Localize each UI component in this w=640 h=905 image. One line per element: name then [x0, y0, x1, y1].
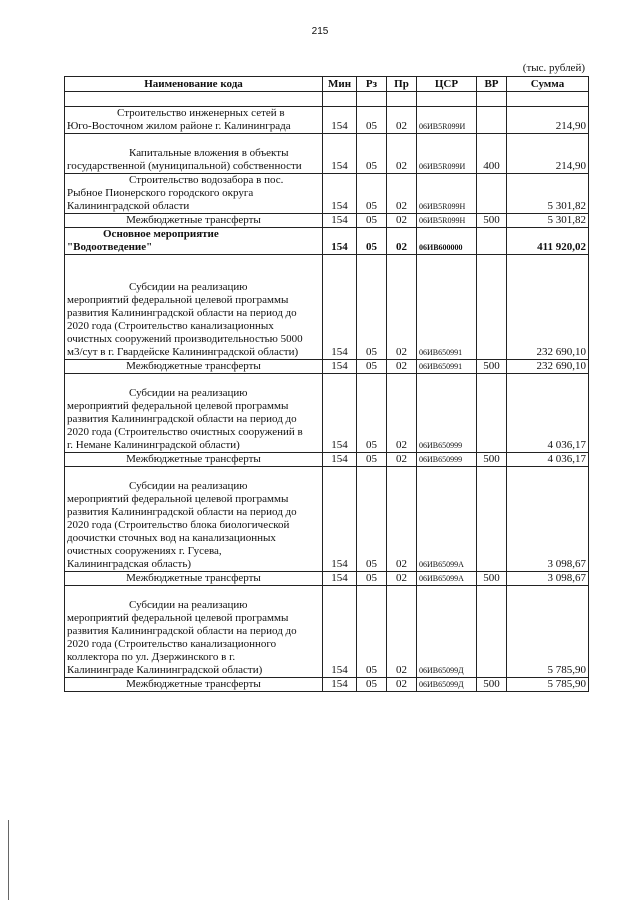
- cell-min: 154: [323, 374, 357, 453]
- cell-sum: 232 690,10: [507, 255, 589, 360]
- cell-pr: 02: [387, 572, 417, 586]
- name-line: Субсидии на реализацию: [129, 480, 248, 492]
- cell-sum: 232 690,10: [507, 360, 589, 374]
- table-spacer-row: [65, 92, 589, 107]
- cell-rz: 05: [357, 453, 387, 467]
- table-row: [65, 586, 589, 678]
- table-row-transfers: [65, 453, 589, 467]
- cell-min: 154: [323, 134, 357, 174]
- name-line: Межбюджетные трансферты: [126, 214, 261, 226]
- cell-pr: 02: [387, 134, 417, 174]
- cell-min: 154: [323, 255, 357, 360]
- cell-vr: 500: [477, 360, 507, 374]
- cell-pr: 02: [387, 174, 417, 214]
- name-line: "Водоотведение": [67, 241, 153, 253]
- cell-csr: 06ИВ65099Д: [417, 678, 477, 692]
- header-name: Наименование кода: [65, 77, 323, 92]
- cell-csr: 06ИВ650991: [417, 255, 477, 360]
- name-line: Межбюджетные трансферты: [126, 453, 261, 465]
- cell-min: 154: [323, 678, 357, 692]
- name-line: Субсидии на реализацию: [129, 387, 248, 399]
- cell-vr: [477, 255, 507, 360]
- cell-name: [65, 360, 323, 374]
- name-line: развития Калининградской области на период до: [67, 625, 297, 637]
- empty-cell: [65, 92, 323, 107]
- cell-csr: 06ИВ65099А: [417, 467, 477, 572]
- cell-name: [65, 255, 323, 360]
- cell-name: [65, 678, 323, 692]
- name-line: доочистки сточных вод на канализационных: [67, 532, 276, 544]
- name-line: [67, 586, 320, 599]
- name-line: Основное мероприятие: [103, 228, 219, 240]
- cell-name: [65, 572, 323, 586]
- empty-cell: [387, 92, 417, 107]
- cell-pr: 02: [387, 360, 417, 374]
- name-line: 2020 года (Строительство очистных сооружений в: [67, 426, 303, 438]
- name-line: Межбюджетные трансферты: [126, 572, 261, 584]
- cell-min: 154: [323, 214, 357, 228]
- empty-cell: [477, 92, 507, 107]
- cell-rz: 05: [357, 255, 387, 360]
- cell-sum: 3 098,67: [507, 572, 589, 586]
- name-line: Субсидии на реализацию: [129, 599, 248, 611]
- name-line: мероприятий федеральной целевой программы: [67, 612, 289, 624]
- units-label: (тыс. рублей): [522, 62, 585, 74]
- cell-rz: 05: [357, 174, 387, 214]
- name-line: коллектора по ул. Дзержинского в г.: [67, 651, 236, 663]
- cell-sum: 5 785,90: [507, 678, 589, 692]
- cell-csr: 06ИВ5R099Н: [417, 214, 477, 228]
- cell-vr: 500: [477, 572, 507, 586]
- cell-pr: 02: [387, 107, 417, 134]
- header-vr: ВР: [477, 77, 507, 92]
- cell-rz: 05: [357, 134, 387, 174]
- cell-sum: 5 301,82: [507, 174, 589, 214]
- cell-csr: 06ИВ65099А: [417, 572, 477, 586]
- cell-name: [65, 453, 323, 467]
- cell-vr: [477, 586, 507, 678]
- cell-name: [65, 467, 323, 572]
- name-line: 2020 года (Строительство блока биологической: [67, 519, 290, 531]
- name-line: развития Калининградской области на период до: [67, 506, 297, 518]
- table-row-transfers: [65, 360, 589, 374]
- cell-vr: 500: [477, 678, 507, 692]
- name-line: Строительство водозабора в пос.: [129, 174, 284, 186]
- empty-cell: [357, 92, 387, 107]
- cell-csr: 06ИВ5R099И: [417, 107, 477, 134]
- cell-rz: 05: [357, 586, 387, 678]
- cell-vr: 400: [477, 134, 507, 174]
- cell-name: [65, 374, 323, 453]
- cell-vr: [477, 374, 507, 453]
- cell-vr: [477, 107, 507, 134]
- header-rz: Рз: [357, 77, 387, 92]
- name-line: Юго-Восточном жилом районе г. Калининграда: [67, 120, 291, 132]
- name-line: 2020 года (Строительство канализационных: [67, 320, 274, 332]
- cell-csr: 06ИВ5R099И: [417, 134, 477, 174]
- header-pr: Пр: [387, 77, 417, 92]
- header-min: Мин: [323, 77, 357, 92]
- cell-min: 154: [323, 360, 357, 374]
- cell-pr: 02: [387, 678, 417, 692]
- cell-csr: 06ИВ5R099Н: [417, 174, 477, 214]
- page-number: 215: [311, 26, 329, 37]
- name-line: Рыбное Пионерского городского округа: [67, 187, 254, 199]
- name-line: мероприятий федеральной целевой программы: [67, 294, 289, 306]
- name-line: государственной (муниципальной) собственности: [67, 160, 302, 172]
- name-line: развития Калининградской области на период до: [67, 413, 297, 425]
- table-row-transfers: [65, 572, 589, 586]
- cell-sum: 214,90: [507, 134, 589, 174]
- cell-name: [65, 214, 323, 228]
- cell-name: [65, 228, 323, 255]
- cell-min: 154: [323, 586, 357, 678]
- cell-pr: 02: [387, 228, 417, 255]
- cell-rz: 05: [357, 214, 387, 228]
- cell-name: [65, 174, 323, 214]
- cell-vr: 500: [477, 214, 507, 228]
- table-row-transfers: [65, 678, 589, 692]
- cell-min: 154: [323, 453, 357, 467]
- cell-sum: 5 785,90: [507, 586, 589, 678]
- cell-csr: 06ИВ600000: [417, 228, 477, 255]
- cell-vr: [477, 467, 507, 572]
- name-line: Калининградской области: [67, 200, 190, 212]
- cell-sum: 4 036,17: [507, 453, 589, 467]
- cell-vr: [477, 228, 507, 255]
- cell-csr: 06ИВ65099Д: [417, 586, 477, 678]
- name-line: Калининграде Калининградской области): [67, 664, 263, 676]
- cell-pr: 02: [387, 255, 417, 360]
- header-sum: Сумма: [507, 77, 589, 92]
- empty-cell: [323, 92, 357, 107]
- table-row: [65, 255, 589, 360]
- cell-rz: 05: [357, 572, 387, 586]
- empty-cell: [507, 92, 589, 107]
- cell-min: 154: [323, 228, 357, 255]
- binding-mark: [8, 820, 9, 900]
- name-line: Межбюджетные трансферты: [126, 360, 261, 372]
- cell-rz: 05: [357, 228, 387, 255]
- cell-name: [65, 586, 323, 678]
- cell-min: 154: [323, 107, 357, 134]
- name-line: очистных сооружений производительностью 5000: [67, 333, 303, 345]
- cell-name: [65, 107, 323, 134]
- name-line: Строительство инженерных сетей в: [117, 107, 285, 119]
- name-line: мероприятий федеральной целевой программы: [67, 493, 289, 505]
- name-line: [67, 255, 320, 268]
- table-row: [65, 467, 589, 572]
- name-line: развития Калининградской области на период до: [67, 307, 297, 319]
- cell-csr: 06ИВ650999: [417, 453, 477, 467]
- name-line: [67, 134, 320, 147]
- cell-min: 154: [323, 572, 357, 586]
- empty-cell: [417, 92, 477, 107]
- header-csr: ЦСР: [417, 77, 477, 92]
- cell-sum: 411 920,02: [507, 228, 589, 255]
- cell-rz: 05: [357, 467, 387, 572]
- cell-name: [65, 134, 323, 174]
- cell-csr: 06ИВ650999: [417, 374, 477, 453]
- name-line: г. Немане Калининградской области): [67, 439, 240, 451]
- name-line: [67, 268, 320, 281]
- cell-pr: 02: [387, 586, 417, 678]
- table-row: [65, 107, 589, 134]
- budget-table: [64, 76, 589, 692]
- cell-rz: 05: [357, 678, 387, 692]
- name-line: Капитальные вложения в объекты: [129, 147, 289, 159]
- cell-rz: 05: [357, 360, 387, 374]
- cell-pr: 02: [387, 214, 417, 228]
- name-line: [67, 374, 320, 387]
- cell-sum: 214,90: [507, 107, 589, 134]
- cell-pr: 02: [387, 374, 417, 453]
- cell-vr: 500: [477, 453, 507, 467]
- cell-sum: 5 301,82: [507, 214, 589, 228]
- table-row: [65, 134, 589, 174]
- name-line: Калининградская область): [67, 558, 192, 570]
- cell-sum: 3 098,67: [507, 467, 589, 572]
- name-line: Субсидии на реализацию: [129, 281, 248, 293]
- cell-pr: 02: [387, 467, 417, 572]
- name-line: мероприятий федеральной целевой программы: [67, 400, 289, 412]
- table-row-transfers: [65, 214, 589, 228]
- name-line: [67, 467, 320, 480]
- table-header-row: [65, 77, 589, 92]
- table-row: [65, 174, 589, 214]
- cell-pr: 02: [387, 453, 417, 467]
- table-row: [65, 374, 589, 453]
- cell-vr: [477, 174, 507, 214]
- cell-rz: 05: [357, 107, 387, 134]
- name-line: м3/сут в г. Гвардейске Калининградской области): [67, 346, 299, 358]
- name-line: 2020 года (Строительство канализационного: [67, 638, 277, 650]
- table-row: [65, 228, 589, 255]
- cell-min: 154: [323, 467, 357, 572]
- name-line: Межбюджетные трансферты: [126, 678, 261, 690]
- cell-rz: 05: [357, 374, 387, 453]
- cell-min: 154: [323, 174, 357, 214]
- cell-sum: 4 036,17: [507, 374, 589, 453]
- cell-csr: 06ИВ650991: [417, 360, 477, 374]
- name-line: очистных сооружениях г. Гусева,: [67, 545, 222, 557]
